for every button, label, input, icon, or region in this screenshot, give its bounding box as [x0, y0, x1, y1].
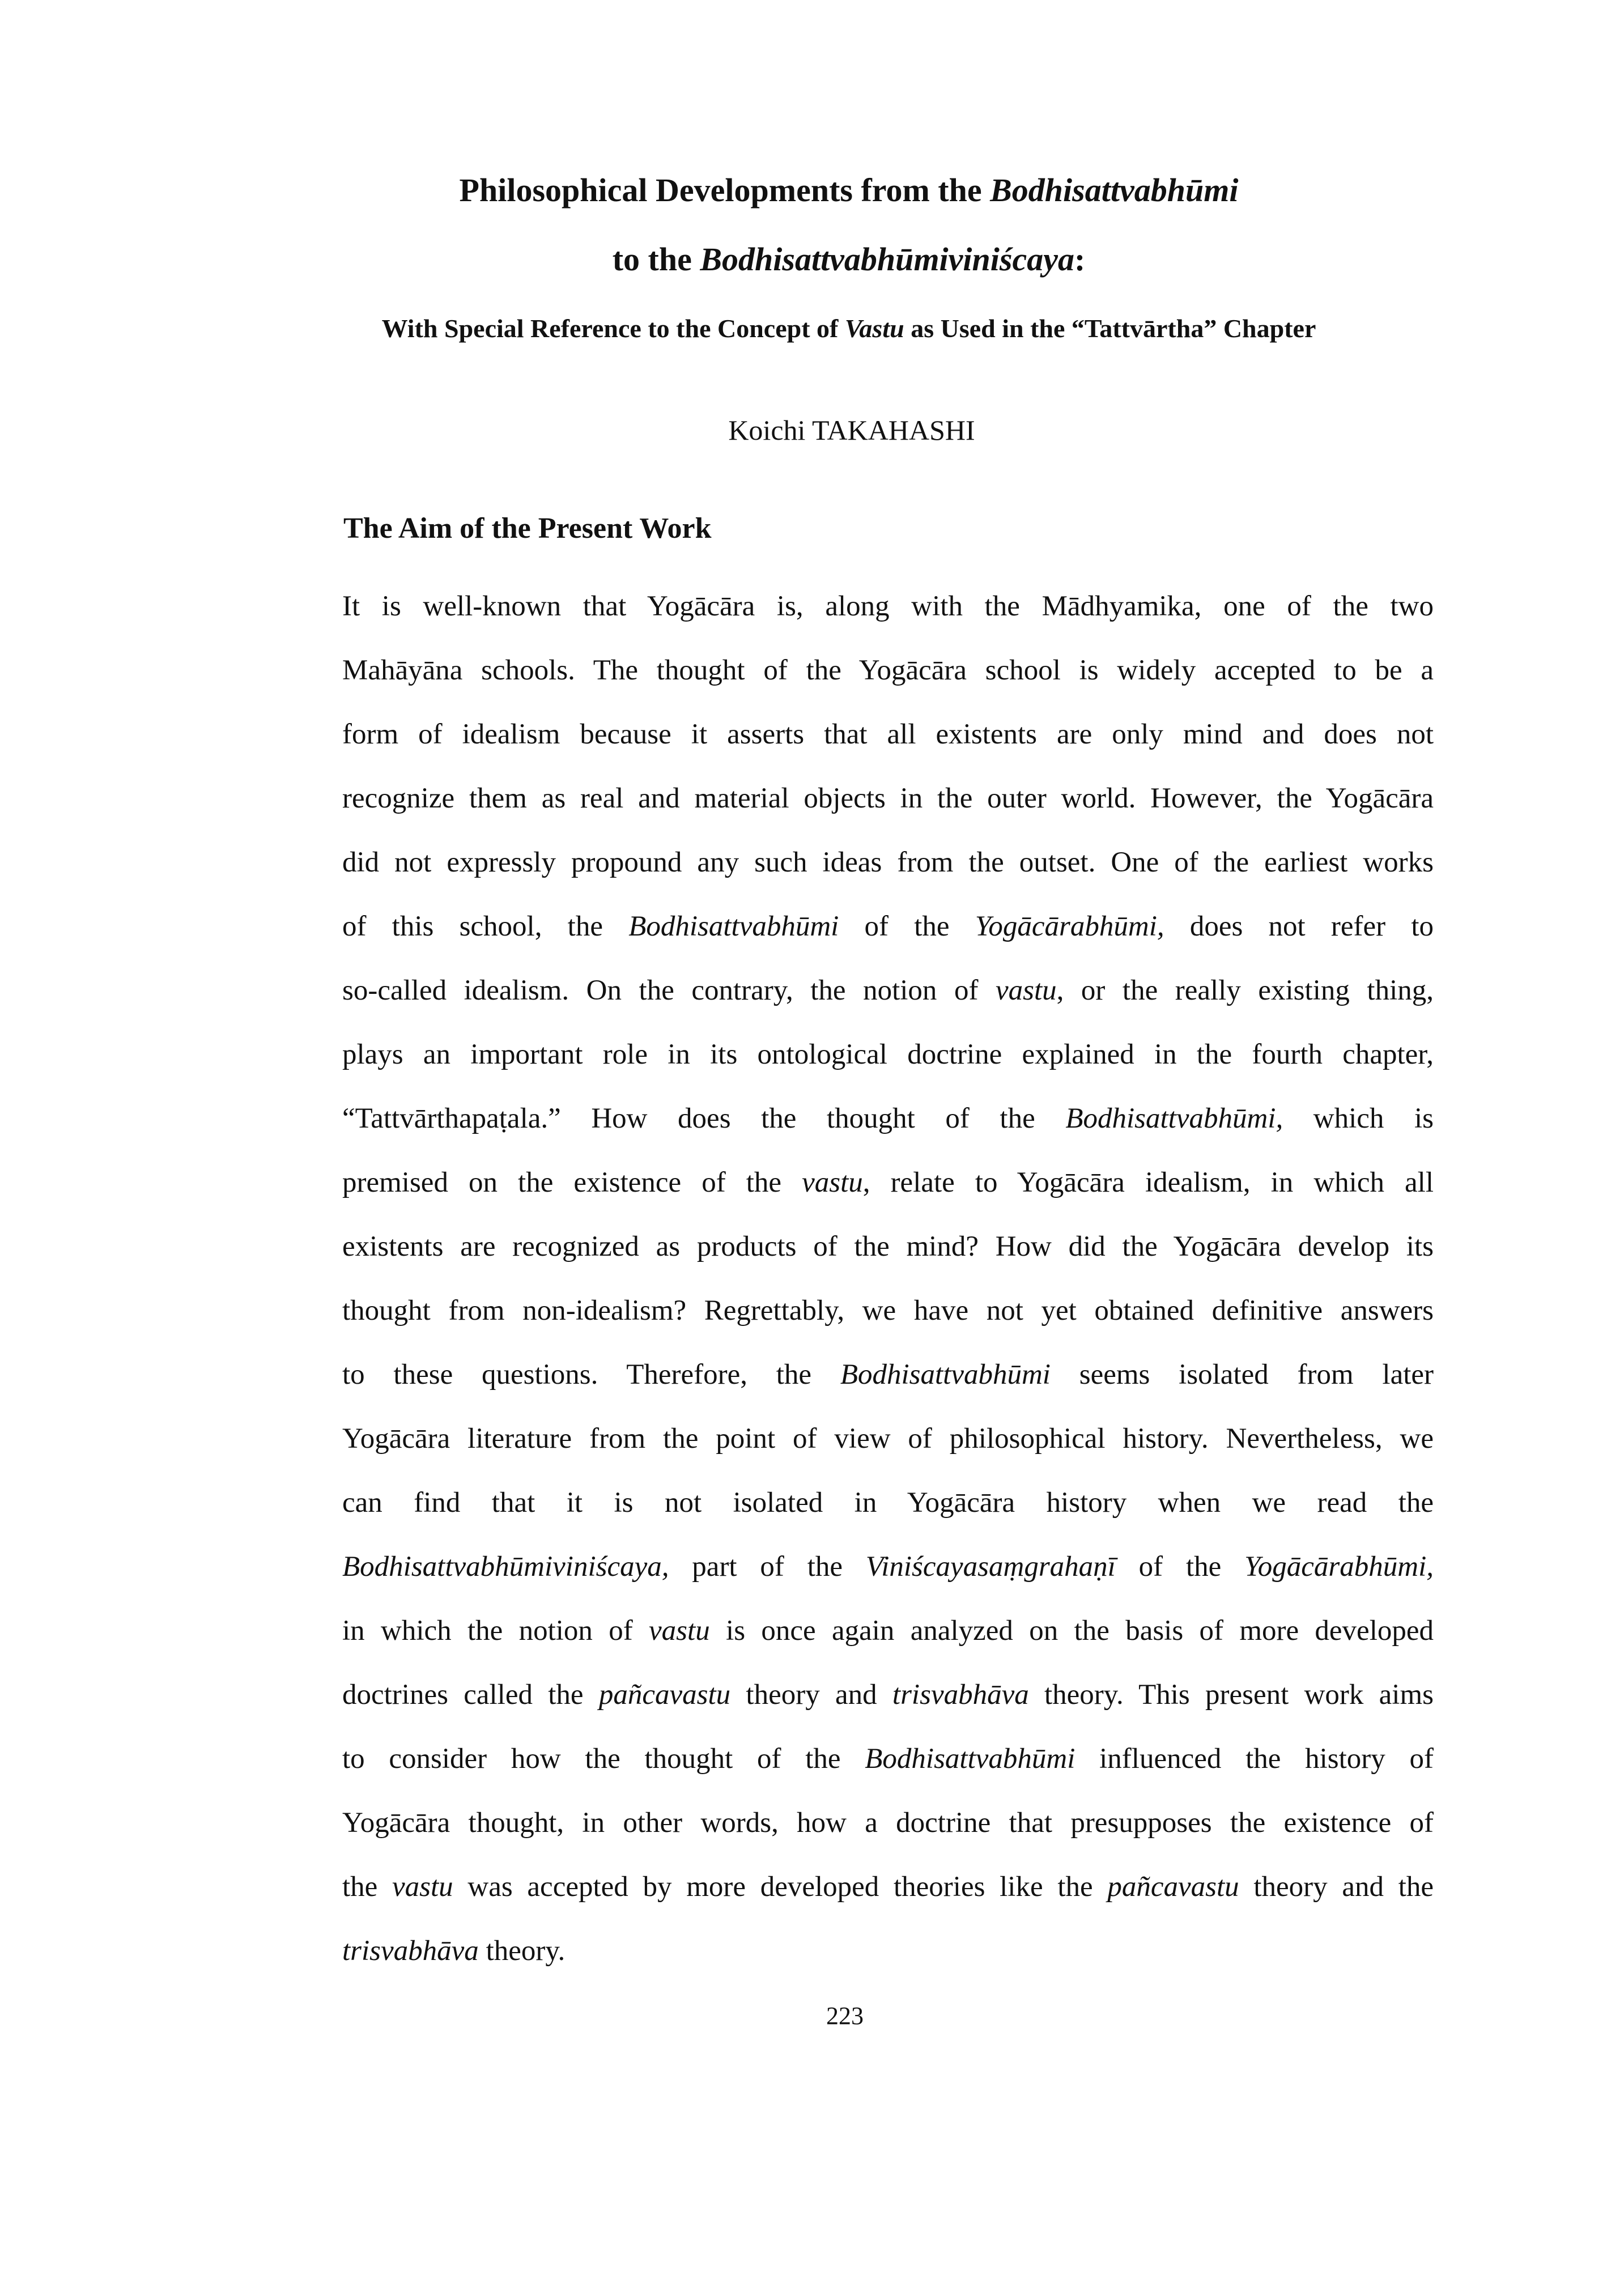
italic-term: vastu [392, 1871, 453, 1903]
italic-term: Bodhisattvabhūmi, [1065, 1103, 1283, 1134]
title-line2-prefix: to the [612, 241, 700, 278]
italic-term: Yogācārabhūmi, [1244, 1551, 1434, 1583]
title-line2-suffix: : [1074, 241, 1086, 278]
title-line2-italic: Bodhisattvabhūmiviniścaya [700, 241, 1074, 278]
text-line [342, 1663, 1434, 1727]
italic-term: Bodhisattvabhūmi [628, 911, 839, 942]
text-run: premised on the existence of the [342, 1167, 802, 1198]
text-line [342, 1791, 1434, 1855]
text-line [342, 703, 1434, 767]
title-line1-italic: Bodhisattvabhūmi [990, 172, 1239, 209]
italic-term: pañcavastu [1107, 1871, 1239, 1903]
text-run: to these questions. Therefore, the [342, 1359, 840, 1391]
paper-subtitle [74, 309, 1624, 348]
text-line [342, 1023, 1434, 1087]
text-run: of this school, the [342, 911, 629, 942]
text-run: Yogācāra literature from the point of view of philosophical history. Nevertheless, we [342, 1423, 1434, 1455]
text-run: did not expressly propound any such ideas from the outset. One of the earliest works [342, 847, 1434, 878]
paper-title-line-1 [74, 168, 1624, 213]
text-line [342, 895, 1434, 959]
text-line [342, 831, 1434, 895]
italic-term: pañcavastu [598, 1679, 731, 1711]
section-heading: The Aim of the Present Work [343, 512, 712, 545]
text-run: part of the [669, 1551, 866, 1583]
text-run: thought from non-idealism? Regrettably, we have not yet obtained definitive answers [342, 1295, 1434, 1326]
text-run: of the [839, 911, 975, 942]
text-run: can find that it is not isolated in Yogācāra history when we read the [342, 1487, 1434, 1519]
text-line [342, 1535, 1434, 1599]
text-run: influenced the history of [1075, 1743, 1434, 1775]
italic-term: Bodhisattvabhūmiviniścaya, [342, 1551, 669, 1583]
subtitle-suffix: as Used in the “Tattvārtha” Chapter [904, 314, 1316, 343]
text-run: Mahāyāna schools. The thought of the Yogācāra school is widely accepted to be a [342, 654, 1434, 686]
italic-term: Yogācārabhūmi, [975, 911, 1164, 942]
text-line [342, 575, 1434, 639]
text-line [342, 1919, 1434, 1983]
text-line [342, 1151, 1434, 1215]
text-line [342, 1471, 1434, 1535]
subtitle-prefix: With Special Reference to the Concept of [381, 314, 845, 343]
text-line [342, 1087, 1434, 1151]
text-line [342, 1727, 1434, 1791]
text-run: doctrines called the [342, 1679, 599, 1711]
text-run: plays an important role in its ontological doctrine explained in the fourth chapter, [342, 1039, 1434, 1070]
italic-term: Bodhisattvabhūmi [840, 1359, 1051, 1391]
author-name: Koichi TAKAHASHI [728, 414, 975, 446]
italic-term: vastu [802, 1167, 863, 1198]
text-line [342, 767, 1434, 831]
text-line [342, 1407, 1434, 1471]
text-line [342, 1279, 1434, 1343]
italic-term: Bodhisattvabhūmi [865, 1743, 1075, 1775]
page-number: 223 [826, 2002, 864, 2030]
text-run: so-called idealism. On the contrary, the notion of [342, 975, 996, 1006]
text-run: Yogācāra thought, in other words, how a doctrine that presupposes the existence of [342, 1807, 1434, 1839]
text-run: does not refer to [1164, 911, 1434, 942]
text-run: theory. [478, 1935, 566, 1967]
paper-title-line-2 [74, 237, 1624, 282]
text-run: the [342, 1871, 393, 1903]
italic-term: vastu [649, 1615, 710, 1647]
text-run: theory and the [1239, 1871, 1434, 1903]
italic-term: Viniścayasaṃgrahaṇī [865, 1551, 1116, 1583]
text-line [342, 959, 1434, 1023]
text-run: is once again analyzed on the basis of more developed [709, 1615, 1434, 1647]
text-run: to consider how the thought of the [342, 1743, 865, 1775]
text-run: in which the notion of [342, 1615, 649, 1647]
text-run: , or the really existing thing, [1056, 975, 1434, 1006]
subtitle-italic: Vastu [844, 314, 904, 343]
text-run: , relate to Yogācāra idealism, in which all [862, 1167, 1434, 1198]
text-run: which is [1283, 1103, 1434, 1134]
text-run: seems isolated from later [1050, 1359, 1434, 1391]
text-line [342, 1855, 1434, 1919]
text-run: recognize them as real and material objects in the outer world. However, the Yogācāra [342, 783, 1434, 814]
body-paragraph [342, 575, 1434, 1983]
text-run: was accepted by more developed theories like the [453, 1871, 1108, 1903]
italic-term: vastu [995, 975, 1057, 1006]
italic-term: trisvabhāva [892, 1679, 1029, 1711]
text-run: existents are recognized as products of the mind? How did the Yogācāra develop its [342, 1231, 1434, 1262]
text-run: “Tattvārthapaṭala.” How does the thought of the [342, 1103, 1066, 1134]
text-run: It is well-known that Yogācāra is, along with the Mādhyamika, one of the two [342, 590, 1434, 622]
title-line1-prefix: Philosophical Developments from the [459, 172, 990, 209]
text-run: theory and [730, 1679, 892, 1711]
text-run: of the [1115, 1551, 1245, 1583]
italic-term: trisvabhāva [342, 1935, 479, 1967]
text-line [342, 1215, 1434, 1279]
text-line [342, 1599, 1434, 1663]
text-line [342, 639, 1434, 703]
text-run: form of idealism because it asserts that all existents are only mind and does not [342, 718, 1434, 750]
text-line [342, 1343, 1434, 1407]
text-run: theory. This present work aims [1028, 1679, 1434, 1711]
